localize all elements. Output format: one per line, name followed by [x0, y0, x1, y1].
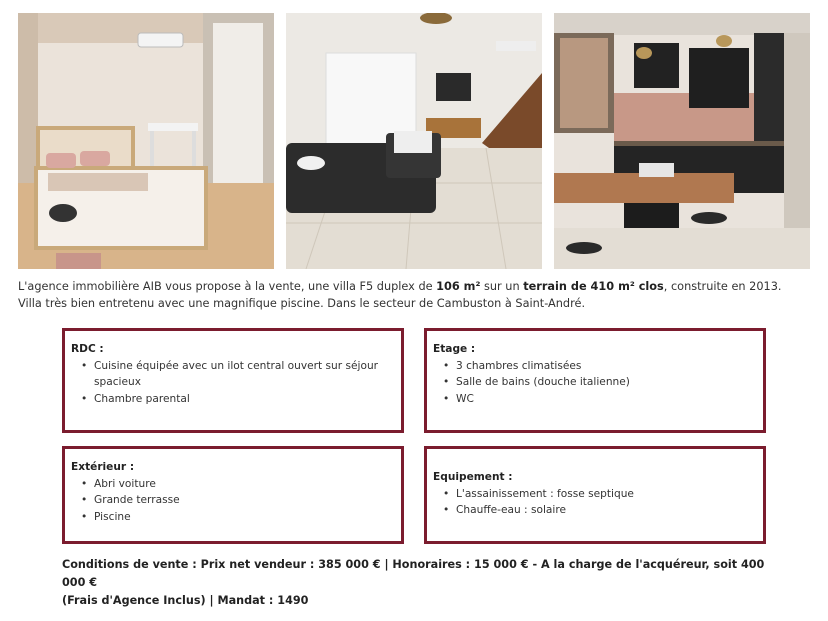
intro-terrain: terrain de 410 m² clos	[523, 280, 664, 293]
list-item: • Chauffe-eau : solaire	[443, 502, 757, 519]
bedroom-photo-icon	[18, 13, 274, 269]
list-item: • Chambre parental	[81, 391, 395, 408]
equipement-list	[443, 486, 757, 519]
kitchen-photo-icon	[554, 13, 810, 269]
etage-box	[424, 328, 766, 433]
exterieur-title: Extérieur :	[71, 461, 135, 473]
conditions-line2: (Frais d'Agence Inclus) | Mandat : 1490	[62, 594, 309, 607]
intro-text	[18, 278, 808, 312]
list-item: • Salle de bains (douche italienne)	[443, 374, 757, 391]
sale-conditions	[62, 556, 782, 610]
etage-title: Etage :	[433, 343, 476, 355]
list-item: • Piscine	[81, 509, 395, 526]
intro-line1-e: , construite en 2013.	[663, 280, 782, 293]
list-item: • 3 chambres climatisées	[443, 358, 757, 375]
intro-line2: Villa très bien entretenu avec une magnifique piscine. Dans le secteur de Cambuston à Saint-André.	[18, 297, 586, 310]
list-item: • Abri voiture	[81, 476, 395, 493]
list-item: • WC	[443, 391, 757, 408]
living-room-photo	[286, 13, 542, 269]
list-item: • L'assainissement : fosse septique	[443, 486, 757, 503]
intro-surface: 106 m²	[436, 280, 481, 293]
list-item: • Cuisine équipée avec un ilot central ouvert sur séjour spacieux	[81, 358, 395, 391]
bedroom-photo	[18, 13, 274, 269]
rdc-title: RDC :	[71, 343, 104, 355]
rdc-list	[81, 358, 395, 408]
kitchen-photo	[554, 13, 810, 269]
equipement-box	[424, 446, 766, 544]
exterieur-box	[62, 446, 404, 544]
list-item: • Grande terrasse	[81, 492, 395, 509]
etage-list	[443, 358, 757, 408]
conditions-line1: Conditions de vente : Prix net vendeur : 385 000 € | Honoraires : 15 000 € - A la charge de l'acquéreur, soit 400 000 €	[62, 558, 765, 589]
equipement-title: Equipement :	[433, 471, 513, 483]
intro-line1-c: sur un	[480, 280, 524, 293]
rdc-box	[62, 328, 404, 433]
exterieur-list	[81, 476, 395, 526]
intro-line1-a: L'agence immobilière AIB vous propose à la vente, une villa F5 duplex de	[18, 280, 437, 293]
living-room-photo-icon	[286, 13, 542, 269]
